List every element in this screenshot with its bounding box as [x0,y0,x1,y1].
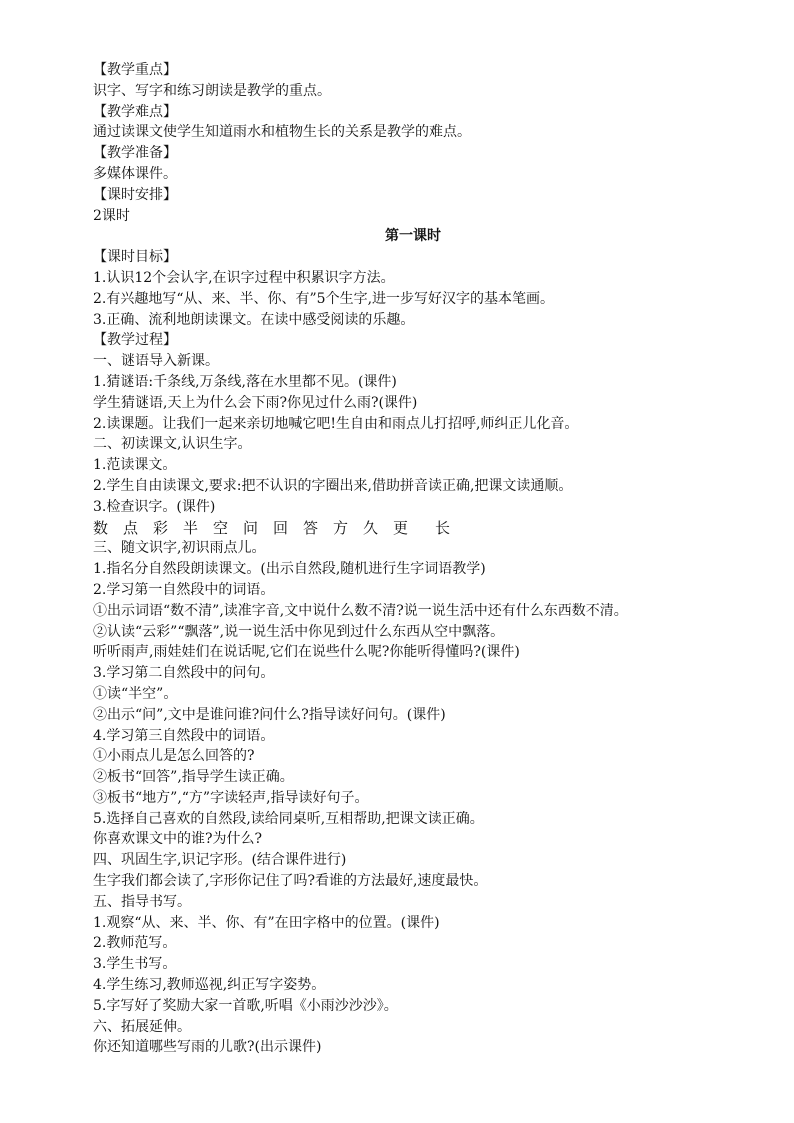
process-line: 1.猜谜语:千条线,万条线,落在水里都不见。(课件) [93,373,397,390]
process-line: ①出示词语“数不清”,读准字音,文中说什么数不清?说一说生活中还有什么东西数不清。 [93,602,628,619]
process-line: 六、拓展延伸。 [93,1018,191,1035]
vocab-char: 问 [243,518,259,537]
process-line: 听听雨声,雨娃娃们在说话呢,它们在说些什么呢?你能听得懂吗?(课件) [93,644,520,661]
lesson-title: 第一课时 [385,228,441,245]
process-line: 3.检查识字。(课件) [93,498,216,515]
preparation-text: 多媒体课件。 [93,165,177,182]
process-line: 2.读课题。让我们一起来亲切地喊它吧!生自由和雨点儿打招呼,师纠正儿化音。 [93,415,579,432]
process-line: 一、谜语导入新课。 [93,353,219,370]
process-line: 1.范读课文。 [93,457,177,474]
process-line: 1.观察“从、来、半、你、有”在田字格中的位置。(课件) [93,914,440,931]
heading-key-points: 【教学重点】 [93,62,177,78]
process-line: 3.学生书写。 [93,956,177,973]
heading-schedule: 【课时安排】 [93,186,177,203]
process-line: 学生猜谜语,天上为什么会下雨?你见过什么雨?(课件) [93,394,418,411]
vocab-char: 数 [93,518,109,537]
vocab-char: 久 [363,518,379,537]
heading-goals: 【课时目标】 [93,249,177,266]
process-line: 5.字写好了奖励大家一首歌,听唱《小雨沙沙沙》。 [93,997,398,1014]
heading-preparation: 【教学准备】 [93,145,177,162]
process-line: ②认读“云彩”“飘落”,说一说生活中你见到过什么东西从空中飘落。 [93,623,505,640]
vocab-char: 长 [435,518,451,537]
heading-process: 【教学过程】 [93,332,177,349]
vocab-char: 彩 [153,518,169,537]
goal-item: 2.有兴趣地写“从、来、半、你、有”5个生字,进一步写好汉字的基本笔画。 [93,290,555,307]
process-line: 你喜欢课文中的谁?为什么? [93,831,263,848]
process-line: 二、初读课文,认识生字。 [93,436,252,453]
vocab-char: 方 [333,518,349,537]
process-line: ①小雨点儿是怎么回答的? [93,748,255,765]
vocab-char: 更 [393,518,409,537]
process-line: 4.学生练习,教师巡视,纠正写字姿势。 [93,977,326,994]
process-line: 三、随文识字,初识雨点儿。 [93,540,266,557]
process-line: 1.指名分自然段朗读课文。(出示自然段,随机进行生字词语教学) [93,561,486,578]
process-line: 你还知道哪些写雨的儿歌?(出示课件) [93,1039,322,1056]
process-line: 3.学习第二自然段中的问句。 [93,665,275,682]
process-line: ①读“半空”。 [93,685,178,702]
process-line: 四、巩固生字,识记字形。(结合课件进行) [93,852,347,869]
process-line: 2.学生自由读课文,要求:把不认识的字圈出来,借助拼音读正确,把课文读通顺。 [93,477,573,494]
vocab-char: 答 [303,518,319,537]
vocab-char: 回 [273,518,289,537]
process-line: ②出示“问”,文中是谁问谁?问什么?指导读好问句。(课件) [93,706,446,723]
vocab-char: 点 [123,518,139,537]
process-line: 5.选择自己喜欢的自然段,读给同桌听,互相帮助,把课文读正确。 [93,810,484,827]
process-line: ②板书“回答”,指导学生读正确。 [93,769,294,786]
heading-difficulties: 【教学难点】 [93,103,177,120]
process-line: 2.学习第一自然段中的词语。 [93,581,275,598]
vocabulary-characters [93,518,733,539]
schedule-text: 2课时 [93,207,130,224]
goal-item: 3.正确、流利地朗读课文。在读中感受阅读的乐趣。 [93,311,415,328]
difficulties-text: 通过读课文使学生知道雨水和植物生长的关系是教学的难点。 [93,124,471,141]
key-points-text: 识字、写字和练习朗读是教学的重点。 [93,82,331,99]
goal-item: 1.认识12个会认字,在识字过程中积累识字方法。 [93,269,395,286]
process-line: 4.学习第三自然段中的词语。 [93,727,275,744]
process-line: 2.教师范写。 [93,935,177,952]
process-line: 五、指导书写。 [93,893,191,910]
vocab-char: 空 [213,518,229,537]
document-page [93,60,733,1058]
vocab-char: 半 [183,518,199,537]
process-line: ③板书“地方”,“方”字读轻声,指导读好句子。 [93,789,369,806]
process-line: 生字我们都会读了,字形你记住了吗?看谁的方法最好,速度最快。 [93,873,488,890]
